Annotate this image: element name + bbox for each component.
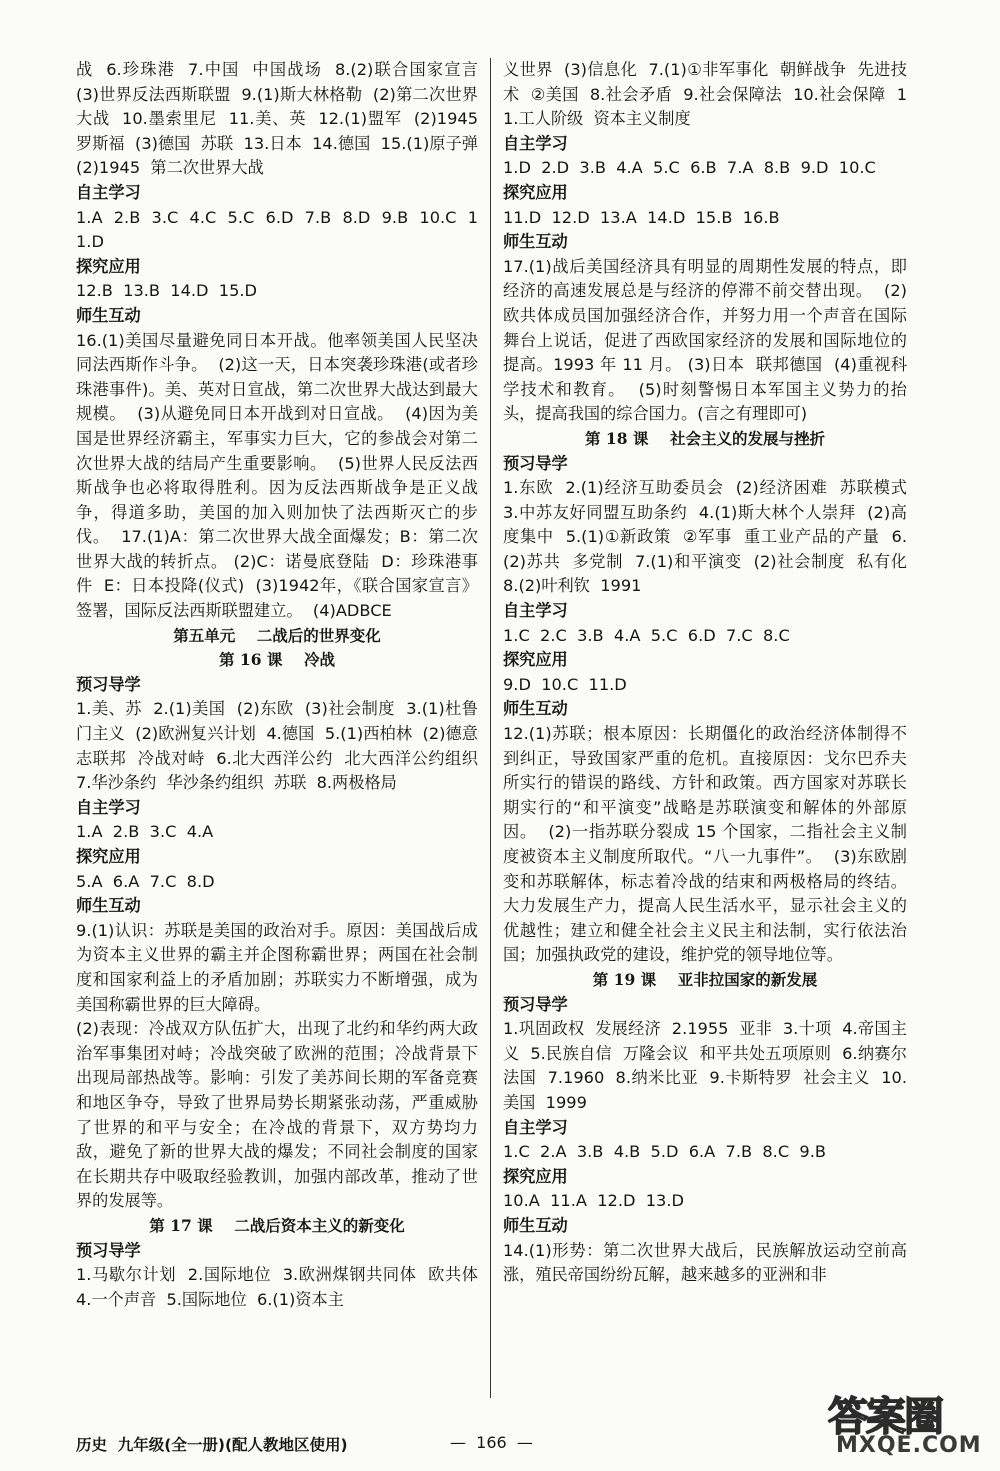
section-heading: 预习导学: [76, 674, 141, 694]
lesson-title: 第 16 课 冷战: [219, 650, 335, 670]
watermark-word: 答案圈: [828, 1394, 942, 1440]
answer-paragraph: 1.C 2.A 3.B 4.B 5.D 6.A 7.B 8.C 9.B: [503, 1142, 826, 1162]
watermark-url: MXQE.COM: [836, 1433, 982, 1458]
answer-paragraph: 义世界 (3)信息化 7.(1)①非军事化 朝鲜战争 先进技术 ②美国 8.社会矛盾 9.社会保障法 10.社会保障 11.工人阶级 资本主义制度: [503, 60, 907, 129]
lesson-title: 第 19 课 亚非拉国家的新发展: [592, 969, 818, 989]
answer-paragraph: 17.(1)战后美国经济具有明显的周期性发展的特点，即经济的高速发展总是与经济的停滞不前交替出现。 (2)欧共体成员国加强经济合作，并努力用一个声音在国际舞台上说话，促进了西欧国家经济的发展和国际地位的提高。1993 年 11 月。 (3)日本 联邦德国 (4)重视科学技术和教育。 (5)时刻警惕日本军国主义势力的抬头，提高我国的综合国力。(言之有理即可): [503, 256, 907, 424]
answer-paragraph: 1.巩固政权 发展经济 2.1955 亚非 3.十项 4.帝国主义 5.民族自信 万隆会议 和平共处五项原则 6.纳赛尔 法国 7.1960 8.纳米比亚 9.卡斯特罗 社会主义 10.美国 1999: [503, 1019, 918, 1112]
section-heading: 预习导学: [76, 1240, 141, 1260]
answer-paragraph: (2)表现：冷战双方队伍扩大，出现了北约和华约两大政治军事集团对峙；冷战突破了欧洲的范围；冷战背景下出现局部热战等。影响：引发了美苏间长期的军备竞赛和地区争夺，导致了世界局势长期紧张动荡，严重威胁了世界的和平与安全；在冷战的背景下，双方势均力敌，避免了新的世界大战的爆发；不同社会制度的国家在长期共存中吸取经验教训，加强内部改革，推动了世界的发展等。: [76, 1019, 478, 1211]
footer-book-title: 历史 九年级(全一册)(配人教地区使用): [76, 1436, 348, 1454]
section-heading: 师生互动: [503, 232, 568, 252]
section-heading: 预习导学: [503, 994, 568, 1014]
section-heading: 自主学习: [503, 601, 568, 621]
section-heading: 师生互动: [76, 305, 141, 325]
answer-paragraph: 1.C 2.C 3.B 4.A 5.C 6.D 7.C 8.C: [503, 625, 790, 645]
section-heading: 自主学习: [503, 1117, 568, 1137]
section-heading: 师生互动: [503, 699, 568, 719]
answer-paragraph: 1.马歇尔计划 2.国际地位 3.欧洲煤钢共同体 欧共体 4.一个声音 5.国际地位 6.(1)资本主: [76, 1265, 489, 1309]
answer-paragraph: 1.东欧 2.(1)经济互助委员会 (2)经济困难 苏联模式 3.中苏友好同盟互助条约 4.(1)斯大林个人崇拜 (2)高度集中 5.(1)①新政策 ②军事 重工业产品的产量 6.(2)苏共 多党制 7.(1)和平演变 (2)社会制度 私有化 8.(2)叶利钦 1991: [503, 478, 918, 596]
page-number: — 166 —: [450, 1433, 533, 1452]
column-divider: [490, 58, 491, 1398]
right-column: [503, 58, 918, 1288]
answer-paragraph: 16.(1)美国尽量避免同日本开战。他率领美国人民坚决同法西斯作斗争。 (2)这一天，日本突袭珍珠港(或者珍珠港事件)。美、英对日宣战，第二次世界大战达到最大规模。 (3)从避免同日本开战到对日宣战。 (4)因为美国是世界经济霸主，军事实力巨大，它的参战会对第二次世界大战的结局产生重要影响。 (5)世界人民反法西斯战争也必将取得胜利。因为反法西斯战争是正义战争，得道多助，美国的加入则加快了法西斯灭亡的步伐。 17.(1)A：第二次世界大战全面爆发；B：第二次世界大战的转折点。 (2)C：诺曼底登陆 D：珍珠港事件 E：日本投降(仪式) (3)1942年，《联合国家宣言》签署，国际反法西斯联盟建立。 (4)ADBCE: [76, 330, 478, 621]
section-heading: 探究应用: [76, 847, 141, 866]
answer-paragraph: 1.A 2.B 3.C 4.A: [76, 822, 214, 842]
lesson-title: 第 18 课 社会主义的发展与挫折: [585, 428, 825, 448]
section-heading: 探究应用: [503, 182, 568, 202]
answer-paragraph: 12.(1)苏联；根本原因：长期僵化的政治经济体制得不到纠正，导致国家严重的危机。直接原因：戈尔巴乔夫所实行的错误的路线、方针和政策。西方国家对苏联长期实行的“和平演变”战略是苏联演变和解体的外部原因。 (2)一指苏联分裂成 15 个国家，二指社会主义制度被资本主义制度所取代。“八一九事件”。 (3)东欧剧变和苏联解体，标志着冷战的结束和两极格局的终结。 大力发展生产力，提高人民生活水平，显示社会主义的优越性；建立和健全社会主义民主和法制，实行依法治国；加强执政党的建设，维护党的领导地位等。: [503, 724, 918, 965]
section-heading: 自主学习: [76, 797, 141, 817]
answer-paragraph: 1.A 2.B 3.C 4.C 5.C 6.D 7.B 8.D 9.B 10.C 11.D: [76, 207, 478, 252]
section-heading: 自主学习: [503, 133, 568, 153]
answer-paragraph: 12.B 13.B 14.D 15.D: [76, 281, 257, 301]
lesson-title: 第五单元 二战后的世界变化: [173, 626, 381, 645]
answer-paragraph: 9.(1)认识：苏联是美国的政治对手。原因：美国战后成为资本主义世界的霸主并企图称霸世界；两国在社会制度和国家利益上的矛盾加剧；苏联实力不断增强，成为美国称霸世界的巨大障碍。: [76, 920, 478, 1014]
lesson-title: 第 17 课 二战后资本主义的新变化: [149, 1215, 405, 1235]
watermark-logo: [818, 1385, 982, 1463]
answer-paragraph: 9.D 10.C 11.D: [503, 674, 627, 694]
section-heading: 探究应用: [503, 1166, 568, 1186]
section-heading: 探究应用: [76, 256, 141, 276]
section-heading: 师生互动: [76, 896, 141, 916]
answer-paragraph: 1.D 2.D 3.B 4.A 5.C 6.B 7.A 8.B 9.D 10.C: [503, 158, 876, 178]
answer-paragraph: 10.A 11.A 12.D 13.D: [503, 1191, 684, 1211]
answer-paragraph: 11.D 12.D 13.A 14.D 15.B 16.B: [503, 207, 780, 227]
section-heading: 预习导学: [503, 453, 568, 473]
answer-paragraph: 5.A 6.A 7.C 8.D: [76, 871, 215, 891]
left-column: [76, 58, 489, 1312]
answer-paragraph: 战 6.珍珠港 7.中国 中国战场 8.(2)联合国家宣言 (3)世界反法西斯联盟 9.(1)斯大林格勒 (2)第二次世界大战 10.墨索里尼 11.美、英 12.(1)盟军 (2)1945 罗斯福 (3)德国 苏联 13.日本 14.德国 15.(1)原子弹 (2)1945 第二次世界大战: [76, 60, 489, 178]
section-heading: 探究应用: [503, 650, 568, 670]
section-heading: 自主学习: [76, 182, 141, 202]
section-heading: 师生互动: [503, 1215, 568, 1235]
answer-paragraph: 14.(1)形势：第二次世界大战后，民族解放运动空前高涨，殖民帝国纷纷瓦解，越来越多的亚洲和非: [503, 1240, 907, 1285]
answer-paragraph: 1.美、苏 2.(1)美国 (2)东欧 (3)社会制度 3.(1)杜鲁门主义 (2)欧洲复兴计划 4.德国 5.(1)西柏林 (2)德意志联邦 冷战对峙 6.北大西洋公约 北大西洋公约组织 7.华沙条约 华沙条约组织 苏联 8.两极格局: [76, 699, 489, 793]
